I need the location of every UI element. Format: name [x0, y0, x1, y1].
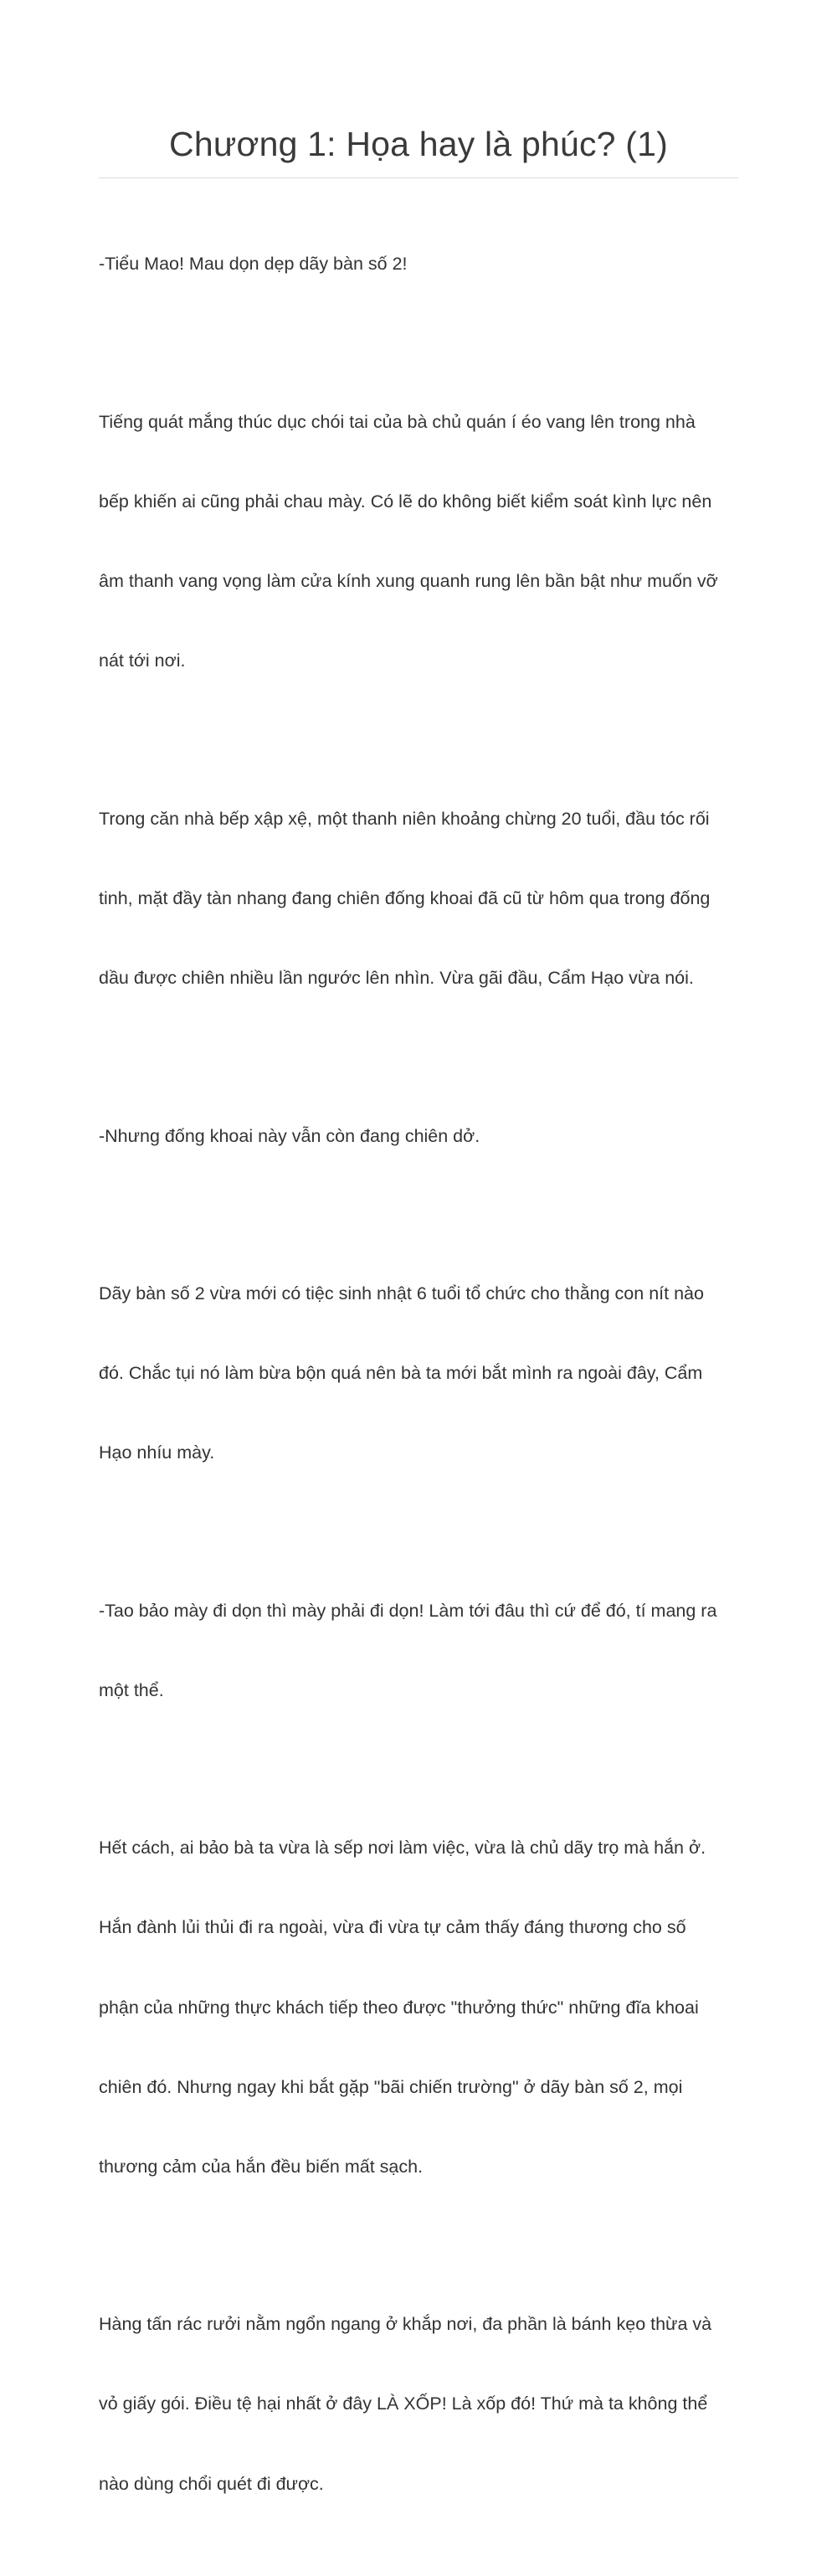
text-line: Dãy bàn số 2 vừa mới có tiệc sinh nhật 6 tuổi tổ chức cho thằng con nít nào — [99, 1283, 704, 1304]
paragraph — [99, 357, 738, 728]
paragraph — [99, 2259, 738, 2551]
text-line: Tiếng quát mắng thúc dục chói tai của bà chủ quán í éo vang lên trong nhà — [99, 411, 696, 432]
text-line: đó. Chắc tụi nó làm bừa bộn quá nên bà ta mới bắt mình ra ngoài đây, Cẩm — [99, 1363, 703, 1384]
text-line: bếp khiến ai cũng phải chau mày. Có lẽ do không biết kiểm soát kình lực nên — [99, 491, 712, 512]
text-line: phận của những thực khách tiếp theo được "thưởng thức" những đĩa khoai — [99, 1997, 699, 2018]
text-line: Hạo nhíu mày. — [99, 1442, 215, 1463]
paragraph — [99, 1070, 738, 1203]
text-line: chiên đó. Nhưng ngay khi bắt gặp "bãi chiến trường" ở dãy bàn số 2, mọi — [99, 2076, 683, 2097]
text-line: Hắn đành lủi thủi đi ra ngoài, vừa đi vừa tự cảm thấy đáng thương cho số — [99, 1917, 686, 1938]
text-line: Hàng tấn rác rưởi nằm ngổn ngang ở khắp nơi, đa phần là bánh kẹo thừa và — [99, 2314, 712, 2335]
text-line: nát tới nơi. — [99, 650, 186, 671]
paragraph — [99, 1782, 738, 2234]
text-line: -Tiểu Mao! Mau dọn dẹp dãy bàn số 2! — [99, 254, 408, 275]
text-line: thương cảm của hắn đều biến mất sạch. — [99, 2156, 424, 2177]
text-line: một thể. — [99, 1679, 164, 1700]
text-line: vỏ giấy gói. Điều tệ hại nhất ở đây LÀ XỐP! Là xốp đó! Thứ mà ta không thể — [99, 2393, 708, 2414]
text-line: tinh, mặt đầy tàn nhang đang chiên đống khoai đã cũ từ hôm qua trong đống — [99, 887, 711, 908]
chapter-body — [99, 198, 738, 2551]
paragraph — [99, 1228, 738, 1520]
document-page — [99, 0, 738, 2576]
title-divider — [99, 177, 738, 178]
text-line: Hết cách, ai bảo bà ta vừa là sếp nơi làm việc, vừa là chủ dãy trọ mà hắn ở. — [99, 1838, 706, 1859]
text-line: âm thanh vang vọng làm cửa kính xung quanh rung lên bần bật như muốn vỡ — [99, 571, 718, 592]
text-line: -Nhưng đống khoai này vẫn còn đang chiên dở. — [99, 1125, 480, 1146]
paragraph — [99, 198, 738, 332]
paragraph — [99, 1545, 738, 1757]
text-line: nào dùng chổi quét đi được. — [99, 2473, 324, 2494]
text-line: dầu được chiên nhiều lần ngước lên nhìn. Vừa gãi đầu, Cẩm Hạo vừa nói. — [99, 967, 694, 988]
chapter-title: Chương 1: Họa hay là phúc? (1) — [169, 125, 668, 163]
paragraph — [99, 753, 738, 1045]
text-line: -Tao bảo mày đi dọn thì mày phải đi dọn! Làm tới đâu thì cứ để đó, tí mang ra — [99, 1600, 717, 1621]
text-line: Trong căn nhà bếp xập xệ, một thanh niên khoảng chừng 20 tuổi, đầu tóc rối — [99, 808, 710, 829]
